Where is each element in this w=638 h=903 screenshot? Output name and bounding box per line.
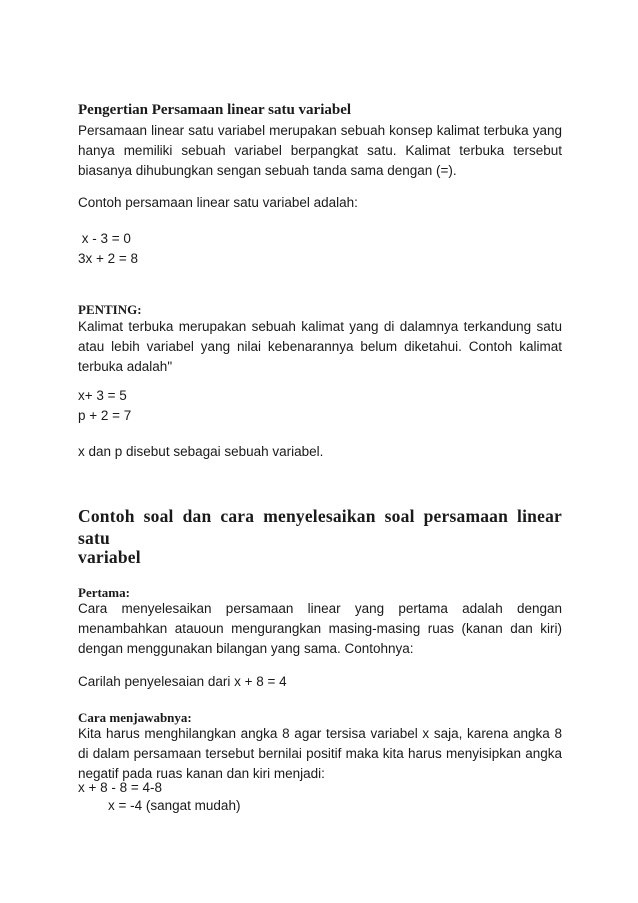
section2-heading-line2: variabel [78,547,141,567]
equation-1: x - 3 = 0 [78,231,131,246]
example-intro: Contoh persamaan linear satu variabel adalah: [78,195,358,210]
section1-paragraph: Persamaan linear satu variabel merupakan sebuah konsep kalimat terbuka yang hanya memiliki sebuah variabel berpangkat satu. Kalimat terbuka tersebut biasanya dihubungkan sengan sebuah tanda sama dengan (=). [78,123,562,178]
penting-paragraph: Kalimat terbuka merupakan sebuah kalimat yang di dalamnya terkandung satu atau lebih variabel yang nilai kebenarannya belum diketahui. Contoh kalimat terbuka adalah" [78,319,562,374]
section2-heading-line1: Contoh soal dan cara menyelesaikan soal persamaan linear satu [78,506,562,548]
problem-statement: Carilah penyelesaian dari x + 8 = 4 [78,674,287,689]
equation-4: p + 2 = 7 [78,408,132,423]
cara-label: Cara menjawabnya: [78,710,192,725]
variable-note: x dan p disebut sebagai sebuah variabel. [78,444,324,459]
equation-3: x+ 3 = 5 [78,388,127,403]
section1-heading: Pengertian Persamaan linear satu variabel [78,102,352,118]
penting-label: PENTING: [78,302,142,317]
pertama-paragraph: Cara menyelesaikan persamaan linear yang pertama adalah dengan menambahkan atauoun mengurangkan masing-masing ruas (kanan dan kiri) dengan menggunakan bilangan yang sama. Contohnya: [78,601,562,656]
step-1: x + 8 - 8 = 4-8 [78,780,163,795]
cara-paragraph: Kita harus menghilangkan angka 8 agar tersisa variabel x saja, karena angka 8 di dalam persamaan tersebut bernilai positif maka kita harus menyisipkan angka negatif pada ruas kanan dan kiri menjadi: [78,726,562,781]
equation-2: 3x + 2 = 8 [78,251,139,266]
pertama-label: Pertama: [78,585,130,600]
step-2: x = -4 (sangat mudah) [108,798,241,813]
